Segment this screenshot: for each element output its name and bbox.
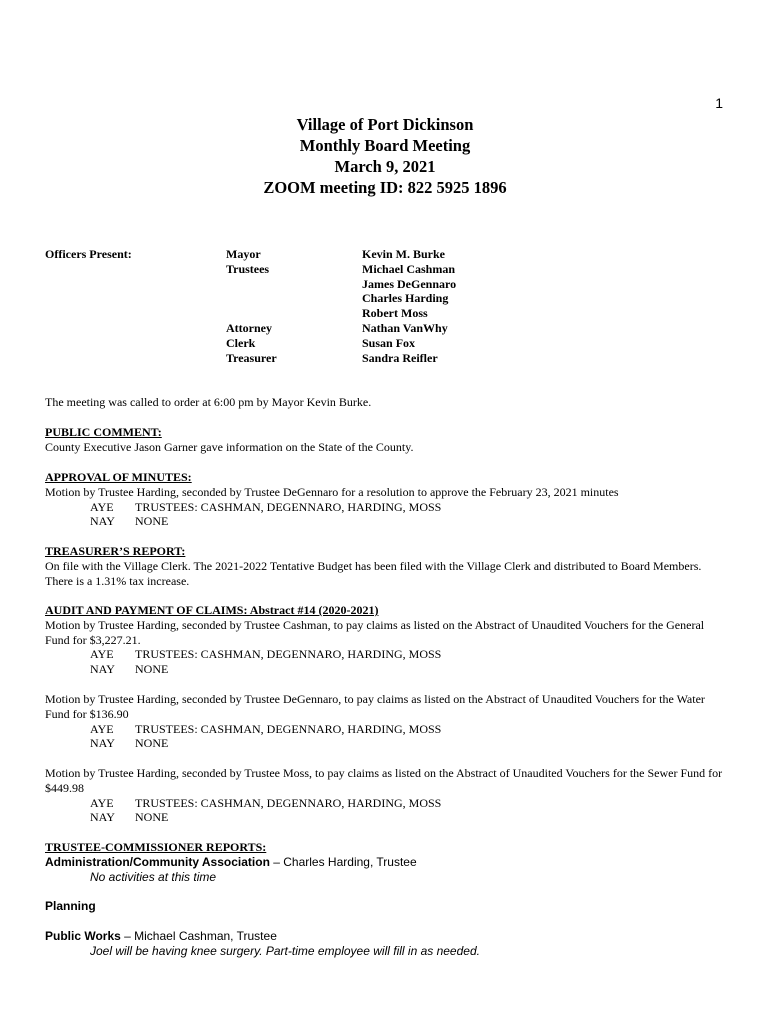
treasurers-report-section bbox=[45, 544, 725, 588]
report-admin bbox=[45, 855, 725, 870]
officer-role: Attorney bbox=[226, 320, 272, 335]
vote-label: NAY bbox=[90, 810, 115, 825]
page-number: 1 bbox=[715, 95, 723, 111]
vote-label: AYE bbox=[90, 499, 114, 514]
report-title: Administration/Community Association bbox=[45, 854, 270, 869]
report-title: Public Works bbox=[45, 929, 121, 944]
motion-text: Motion by Trustee Harding, seconded by Trustee Cashman, to pay claims as listed on the Abstract of Unaudited Vouchers for the General Fund for $3,227.21. bbox=[45, 617, 705, 647]
report-person: – Michael Cashman, Trustee bbox=[120, 929, 277, 944]
title-line-date: March 9, 2021 bbox=[334, 157, 436, 176]
section-heading: TRUSTEE-COMMISSIONER REPORTS: bbox=[45, 840, 267, 854]
vote-value: TRUSTEES: CASHMAN, DEGENNARO, HARDING, MOSS bbox=[135, 647, 442, 662]
public-comment-section bbox=[45, 425, 725, 455]
vote-value: TRUSTEES: CASHMAN, DEGENNARO, HARDING, MOSS bbox=[135, 499, 442, 514]
officer-name: Robert Moss bbox=[362, 306, 428, 321]
section-heading: APPROVAL OF MINUTES: bbox=[45, 470, 192, 484]
officer-name: Susan Fox bbox=[362, 335, 416, 350]
vote-label: AYE bbox=[90, 721, 114, 736]
audit-water-motion bbox=[45, 692, 725, 751]
officer-role bbox=[226, 277, 277, 292]
report-note: Joel will be having knee surgery. Part-time employee will fill in as needed. bbox=[90, 943, 480, 958]
vote-label: AYE bbox=[90, 647, 114, 662]
officer-role: Clerk bbox=[226, 335, 256, 350]
vote-nay bbox=[45, 662, 725, 677]
motion-text: Motion by Trustee Harding, seconded by Trustee DeGennaro, to pay claims as listed on the Abstract of Unaudited Vouchers for the Water Fund for $136.90 bbox=[45, 692, 705, 721]
report-public-works bbox=[45, 929, 725, 944]
vote-aye bbox=[45, 500, 725, 515]
officer-role bbox=[226, 306, 277, 321]
officer-name: Nathan VanWhy bbox=[362, 320, 448, 335]
officer-role: Treasurer bbox=[226, 350, 277, 365]
vote-nay bbox=[45, 810, 725, 825]
treasurers-report-text: On file with the Village Clerk. The 2021-2022 Tentative Budget has been filed with the Village Clerk and distributed to Board Members. There is a 1.31% tax increase. bbox=[45, 558, 702, 588]
officer-name: Kevin M. Burke bbox=[362, 247, 445, 261]
officer-role bbox=[226, 291, 277, 306]
approval-of-minutes-section bbox=[45, 470, 725, 529]
officer-name: Charles Harding bbox=[362, 291, 449, 306]
vote-value: TRUSTEES: CASHMAN, DEGENNARO, HARDING, MOSS bbox=[135, 721, 442, 736]
officer-role: Mayor bbox=[226, 247, 261, 261]
officer-name: James DeGennaro bbox=[362, 276, 457, 291]
vote-value: NONE bbox=[135, 736, 169, 751]
section-heading: TREASURER’S REPORT: bbox=[45, 544, 186, 558]
officer-roles bbox=[226, 247, 277, 365]
report-person: – Charles Harding, Trustee bbox=[269, 854, 417, 869]
report-title: Planning bbox=[45, 899, 96, 914]
motion-text: Motion by Trustee Harding, seconded by Trustee Moss, to pay claims as listed on the Abstract of Unaudited Vouchers for the Sewer Fund for $449.98 bbox=[45, 766, 723, 795]
call-to-order-text: The meeting was called to order at 6:00 pm by Mayor Kevin Burke. bbox=[45, 395, 372, 409]
vote-value: NONE bbox=[135, 662, 169, 677]
section-heading: PUBLIC COMMENT: bbox=[45, 425, 162, 439]
vote-label: NAY bbox=[90, 514, 115, 529]
motion-text: Motion by Trustee Harding, seconded by Trustee DeGennaro for a resolution to approve the February 23, 2021 minutes bbox=[45, 484, 619, 499]
vote-value: NONE bbox=[135, 810, 169, 825]
title-line-meeting: Monthly Board Meeting bbox=[299, 136, 471, 155]
officers-label: Officers Present: bbox=[45, 247, 132, 261]
audit-section bbox=[45, 603, 725, 677]
officer-name: Sandra Reifler bbox=[362, 350, 438, 365]
trustee-reports-section bbox=[45, 840, 725, 959]
call-to-order bbox=[45, 395, 725, 410]
audit-sewer-motion bbox=[45, 766, 725, 825]
vote-aye bbox=[45, 647, 725, 662]
report-note: No activities at this time bbox=[90, 869, 217, 884]
vote-aye bbox=[45, 796, 725, 811]
vote-label: AYE bbox=[90, 795, 114, 810]
officer-role: Trustees bbox=[226, 261, 270, 276]
vote-value: TRUSTEES: CASHMAN, DEGENNARO, HARDING, MOSS bbox=[135, 795, 442, 810]
title-line-zoom-id: ZOOM meeting ID: 822 5925 1896 bbox=[263, 178, 507, 197]
document-title bbox=[0, 114, 770, 198]
vote-value: NONE bbox=[135, 514, 169, 529]
section-heading: AUDIT AND PAYMENT OF CLAIMS: Abstract #14 (2020-2021) bbox=[45, 603, 379, 617]
vote-nay bbox=[45, 736, 725, 751]
title-line-village: Village of Port Dickinson bbox=[296, 115, 474, 134]
vote-label: NAY bbox=[90, 662, 115, 677]
vote-label: NAY bbox=[90, 736, 115, 751]
vote-nay bbox=[45, 514, 725, 529]
officer-name: Michael Cashman bbox=[362, 261, 455, 276]
officer-names bbox=[362, 247, 456, 365]
vote-aye bbox=[45, 722, 725, 737]
public-comment-text: County Executive Jason Garner gave information on the State of the County. bbox=[45, 439, 414, 454]
